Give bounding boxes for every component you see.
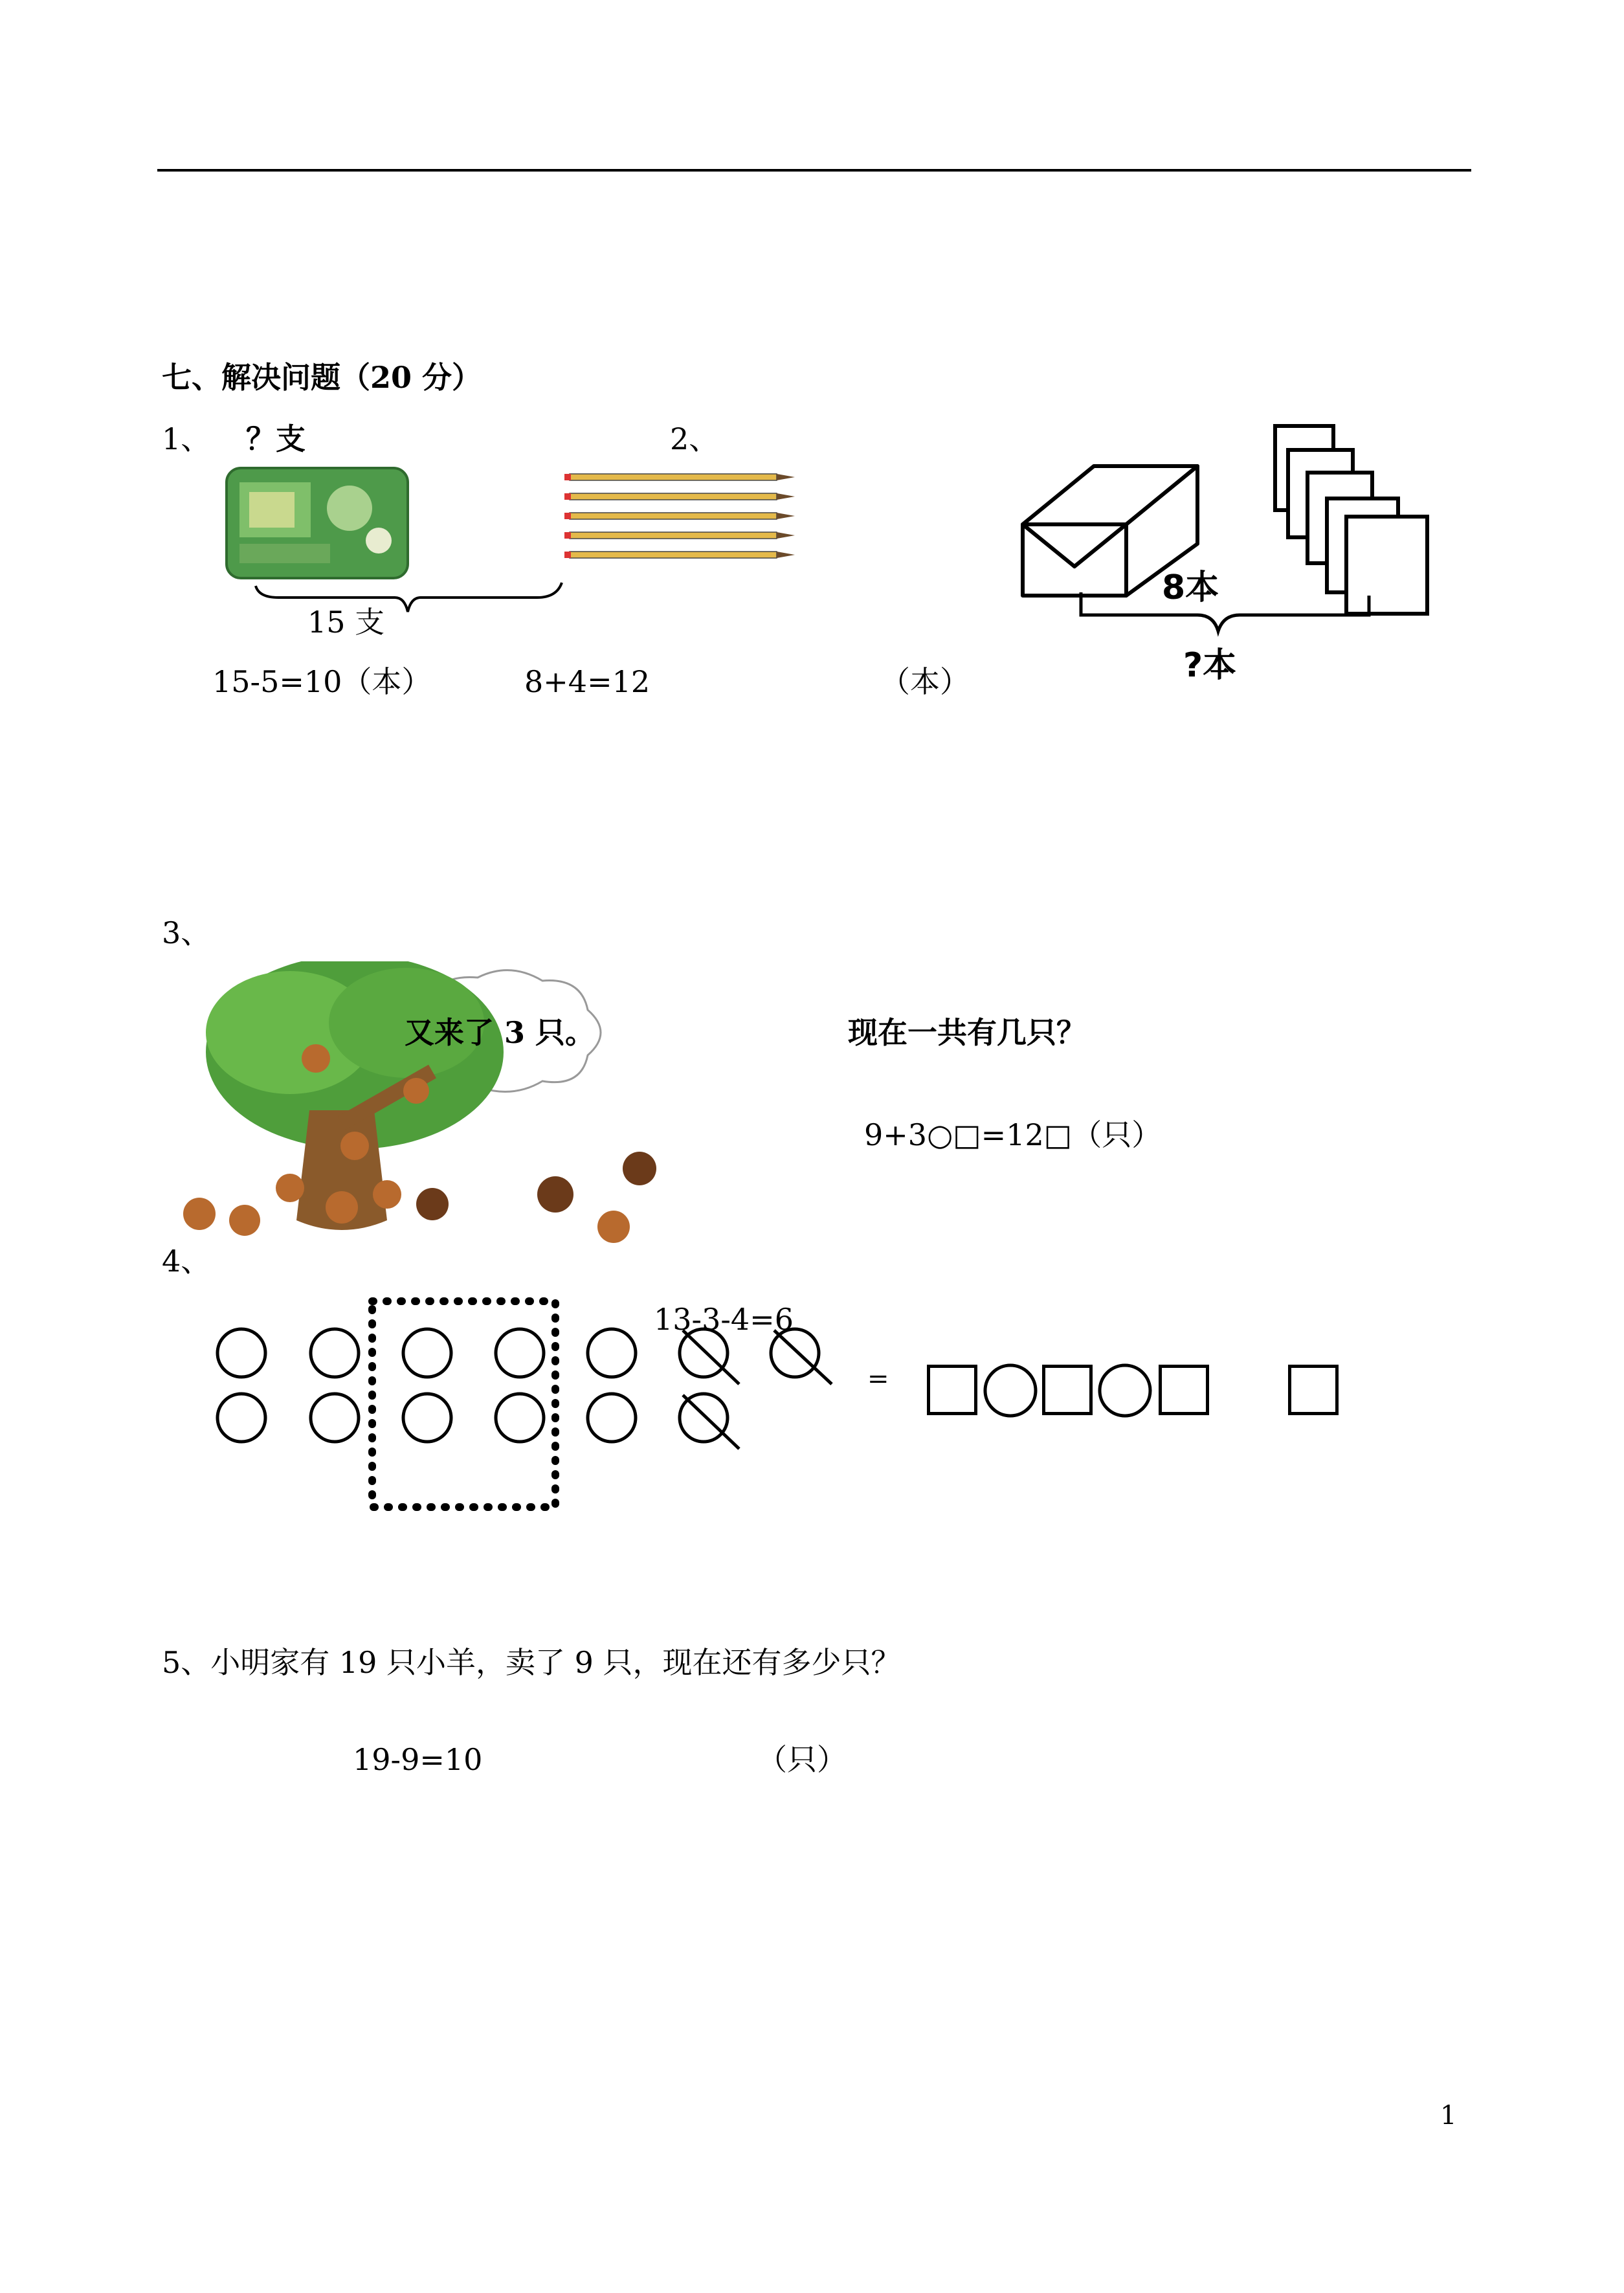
- circle-shape: [588, 1329, 636, 1377]
- header-rule: [157, 169, 1471, 172]
- answer-box[interactable]: [1042, 1365, 1093, 1415]
- q1-total-label: 15 支: [307, 605, 385, 640]
- circle-shape: [311, 1329, 359, 1377]
- answer-circle[interactable]: [1097, 1363, 1153, 1418]
- circle-shape: [311, 1394, 359, 1442]
- answer-box[interactable]: [1159, 1365, 1209, 1415]
- circle-shape: [496, 1329, 544, 1377]
- q2-brace: [1081, 592, 1369, 631]
- tree-image: [206, 961, 504, 1230]
- q1-question-label: ？支: [246, 421, 306, 456]
- books-stack-image: [1275, 426, 1427, 614]
- page-number: 1: [1440, 2101, 1457, 2131]
- pencil-case-image: [227, 468, 408, 578]
- q4-number: 4、: [162, 1244, 211, 1279]
- q2-unit: （本）: [880, 664, 970, 699]
- q5-text: 5、小明家有 19 只小羊，卖了 9 只，现在还有多少只？: [162, 1645, 901, 1680]
- circle-shape: [496, 1394, 544, 1442]
- circle-shape: [588, 1394, 636, 1442]
- circle-shape: [217, 1394, 265, 1442]
- q3-question: 现在一共有几只？: [848, 1015, 1086, 1050]
- circle-shape: [403, 1329, 451, 1377]
- q3-monkeys-figure: [161, 961, 717, 1272]
- q3-answer: 9+3○□=12□（只）: [864, 1117, 1162, 1152]
- q1-answer: 15-5=10（本）: [212, 664, 432, 699]
- circle-shape: [403, 1394, 451, 1442]
- q2-number: 2、: [670, 421, 719, 456]
- q1-brace: [256, 583, 562, 612]
- q2-question-label: ?本: [1183, 646, 1237, 685]
- q2-answer: 8+4=12: [524, 664, 651, 699]
- q4-circles-figure: [214, 1288, 848, 1515]
- q3-number: 3、: [162, 915, 211, 950]
- answer-box[interactable]: [927, 1365, 977, 1415]
- q2-known-label: 8本: [1162, 568, 1219, 607]
- q4-answer: 13-3-4=6: [654, 1302, 794, 1337]
- answer-circle[interactable]: [983, 1363, 1038, 1418]
- q1-number: 1、: [162, 421, 211, 456]
- circle-shape: [217, 1329, 265, 1377]
- pencils-image: [564, 474, 795, 558]
- q4-equals: =: [867, 1364, 889, 1394]
- unit-answer-box[interactable]: [1288, 1365, 1339, 1415]
- q5-unit: （只）: [757, 1742, 847, 1777]
- section-title: 七、解决问题（20 分）: [162, 360, 482, 395]
- q5-answer: 19-9=10: [353, 1742, 483, 1777]
- q3-speech-text: 又来了 3 只。: [405, 1015, 595, 1050]
